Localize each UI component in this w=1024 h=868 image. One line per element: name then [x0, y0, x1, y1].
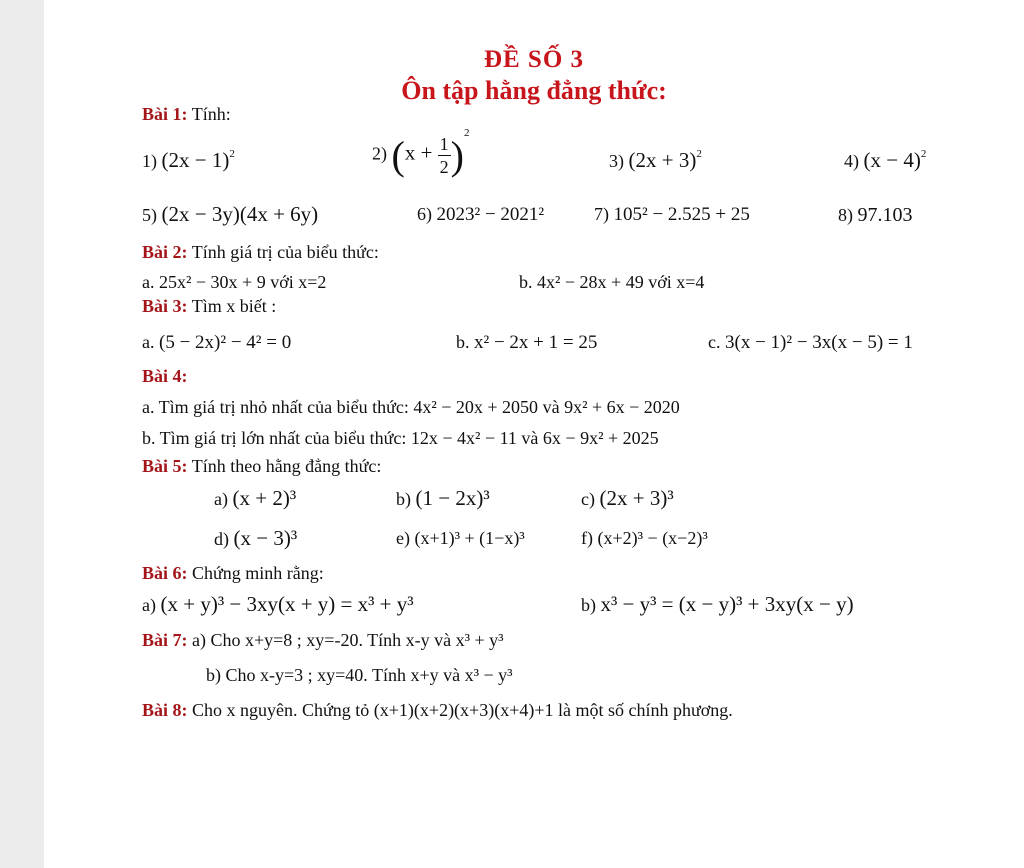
- bai5-e: [396, 528, 525, 549]
- math-expression: 25x² − 30x + 9: [159, 272, 266, 292]
- bai5-label: Bài 5:: [142, 456, 188, 476]
- item-number: 3): [609, 151, 624, 171]
- bai2-text: Tính giá trị của biểu thức:: [191, 242, 379, 262]
- exam-subtitle: Ôn tập hằng đẳng thức:: [401, 76, 667, 105]
- question-text: b. Tìm giá trị lớn nhất của biểu thức:: [142, 428, 407, 448]
- fraction-numerator: 1: [439, 134, 449, 154]
- item-number: a.: [142, 332, 155, 352]
- bai5-text: Tính theo hằng đẳng thức:: [191, 456, 382, 476]
- math-expression: x³ − y³ = (x − y)³ + 3xy(x − y): [600, 592, 854, 616]
- fraction-denominator: 2: [439, 157, 449, 177]
- bai5-b: [396, 486, 490, 511]
- paren-open: (: [391, 133, 405, 178]
- bai1-item-3: [609, 148, 702, 173]
- math-expression: 2023² − 2021²: [436, 204, 545, 225]
- item-number: e): [396, 528, 410, 548]
- math-expression: x +: [404, 140, 438, 165]
- bai1-item-6: [417, 204, 544, 226]
- math-expression: 105² − 2.525 + 25: [613, 204, 750, 225]
- bai2-label: Bài 2:: [142, 242, 188, 262]
- math-expression: (5 − 2x)² − 4² = 0: [159, 332, 292, 353]
- bai6-b: [581, 592, 854, 617]
- math-expression: (2x + 3): [628, 148, 697, 172]
- bai6-label: Bài 6:: [142, 563, 188, 583]
- bai2-b: [519, 272, 704, 293]
- math-expression: (x+2)³ − (x−2)³: [597, 528, 708, 548]
- math-expression: x³ + y³: [455, 630, 504, 650]
- bai3-heading: [142, 296, 276, 317]
- exponent: 2: [464, 126, 470, 139]
- math-expression: 3(x − 1)² − 3x(x − 5) = 1: [725, 332, 913, 353]
- math-expression: 12x − 4x² − 11: [410, 428, 517, 448]
- bai5-c: [581, 486, 674, 511]
- math-expression: (x+1)³ + (1−x)³: [414, 528, 525, 548]
- bai3-b: [456, 332, 597, 354]
- bai1-item-2: [372, 126, 470, 179]
- bai1-text: Tính:: [191, 104, 231, 124]
- exponent: 2: [229, 148, 235, 160]
- bai1-item-1: [142, 148, 235, 173]
- question-text: b) Cho x-y=3 ; xy=40. Tính x+y và: [206, 665, 461, 685]
- item-number: 4): [844, 151, 859, 171]
- bai7-a: [142, 630, 504, 651]
- bai4-b: [142, 428, 659, 449]
- item-number: 6): [417, 204, 432, 224]
- bai5-f: [581, 528, 708, 549]
- math-expression: (1 − 2x)³: [415, 486, 490, 510]
- item-number: b.: [456, 332, 470, 352]
- exponent: 2: [920, 148, 927, 160]
- question-text: a) Cho x+y=8 ; xy=-20. Tính x-y và: [192, 630, 452, 650]
- math-expression: 4x² − 20x + 2050: [413, 397, 539, 417]
- bai3-text: Tìm x biết :: [191, 296, 277, 316]
- bai4-label: Bài 4:: [142, 366, 188, 386]
- bai3-a: [142, 332, 291, 354]
- item-number: 1): [142, 151, 157, 171]
- math-expression: (x + y)³ − 3xy(x + y) = x³ + y³: [160, 592, 414, 616]
- item-number: 7): [594, 204, 609, 224]
- conjunction: và: [542, 397, 560, 417]
- question-text: a. Tìm giá trị nhỏ nhất của biểu thức:: [142, 397, 409, 417]
- item-number: a): [214, 489, 228, 509]
- bai5-a: [214, 486, 296, 511]
- item-number: a.: [142, 272, 155, 292]
- math-expression: x³ − y³: [464, 665, 513, 685]
- item-number: 2): [372, 143, 387, 164]
- item-number: 5): [142, 205, 157, 225]
- bai1-item-7: [594, 204, 750, 226]
- item-number: b): [396, 489, 411, 509]
- item-number: b): [581, 595, 596, 615]
- math-expression: 97.103: [857, 204, 913, 226]
- bai2-a: [142, 272, 326, 293]
- math-expression: 4x² − 28x + 49: [537, 272, 644, 292]
- item-number: a): [142, 595, 156, 615]
- bai3-label: Bài 3:: [142, 296, 188, 316]
- question-text: Cho x nguyên. Chứng tỏ: [192, 700, 370, 720]
- item-number: b.: [519, 272, 533, 292]
- item-number: 8): [838, 205, 853, 225]
- math-expression: (2x − 1): [161, 148, 230, 172]
- bai4-heading: [142, 366, 188, 387]
- conjunction: và: [521, 428, 539, 448]
- bai8-label: Bài 8:: [142, 700, 188, 720]
- exam-title: ĐỀ SỐ 3: [483, 46, 585, 73]
- bai1-item-4: [844, 148, 926, 173]
- bai4-a: [142, 397, 680, 418]
- bai6-heading: [142, 563, 324, 584]
- bai3-c: [708, 332, 913, 354]
- math-expression: (x − 4): [863, 148, 921, 172]
- bai6-a: [142, 592, 414, 617]
- bai2-heading: [142, 242, 379, 263]
- item-number: f): [581, 528, 593, 548]
- math-expression: (x+1)(x+2)(x+3)(x+4)+1: [373, 700, 554, 720]
- bai5-heading: [142, 456, 381, 477]
- bai1-heading: [142, 104, 231, 125]
- paren-close: ): [450, 133, 464, 178]
- math-expression: (2x + 3)³: [599, 486, 674, 510]
- bai5-d: [214, 526, 297, 551]
- bai1-item-5: [142, 202, 318, 227]
- bai1-item-8: [838, 204, 913, 227]
- question-text-tail: là một số chính phương.: [558, 700, 733, 720]
- condition-text: với x=4: [648, 272, 705, 292]
- document-page: [44, 0, 1024, 868]
- math-expression: 9x² + 6x − 2020: [564, 397, 680, 417]
- math-expression: (2x − 3y)(4x + 6y): [161, 202, 319, 226]
- math-expression: (x + 2)³: [232, 486, 297, 510]
- bai7-label: Bài 7:: [142, 630, 188, 650]
- item-number: d): [214, 529, 229, 549]
- item-number: c.: [708, 332, 721, 352]
- math-expression: (x − 3)³: [233, 526, 298, 550]
- bai7-b: [206, 665, 513, 686]
- math-expression: 6x − 9x² + 2025: [542, 428, 659, 448]
- exponent: 2: [696, 148, 702, 160]
- bai8: [142, 700, 733, 721]
- bai1-label: Bài 1:: [142, 104, 188, 124]
- fraction: [438, 133, 451, 178]
- math-expression: x² − 2x + 1 = 25: [474, 332, 598, 353]
- bai6-text: Chứng minh rằng:: [192, 563, 324, 583]
- condition-text: với x=2: [270, 272, 327, 292]
- item-number: c): [581, 489, 595, 509]
